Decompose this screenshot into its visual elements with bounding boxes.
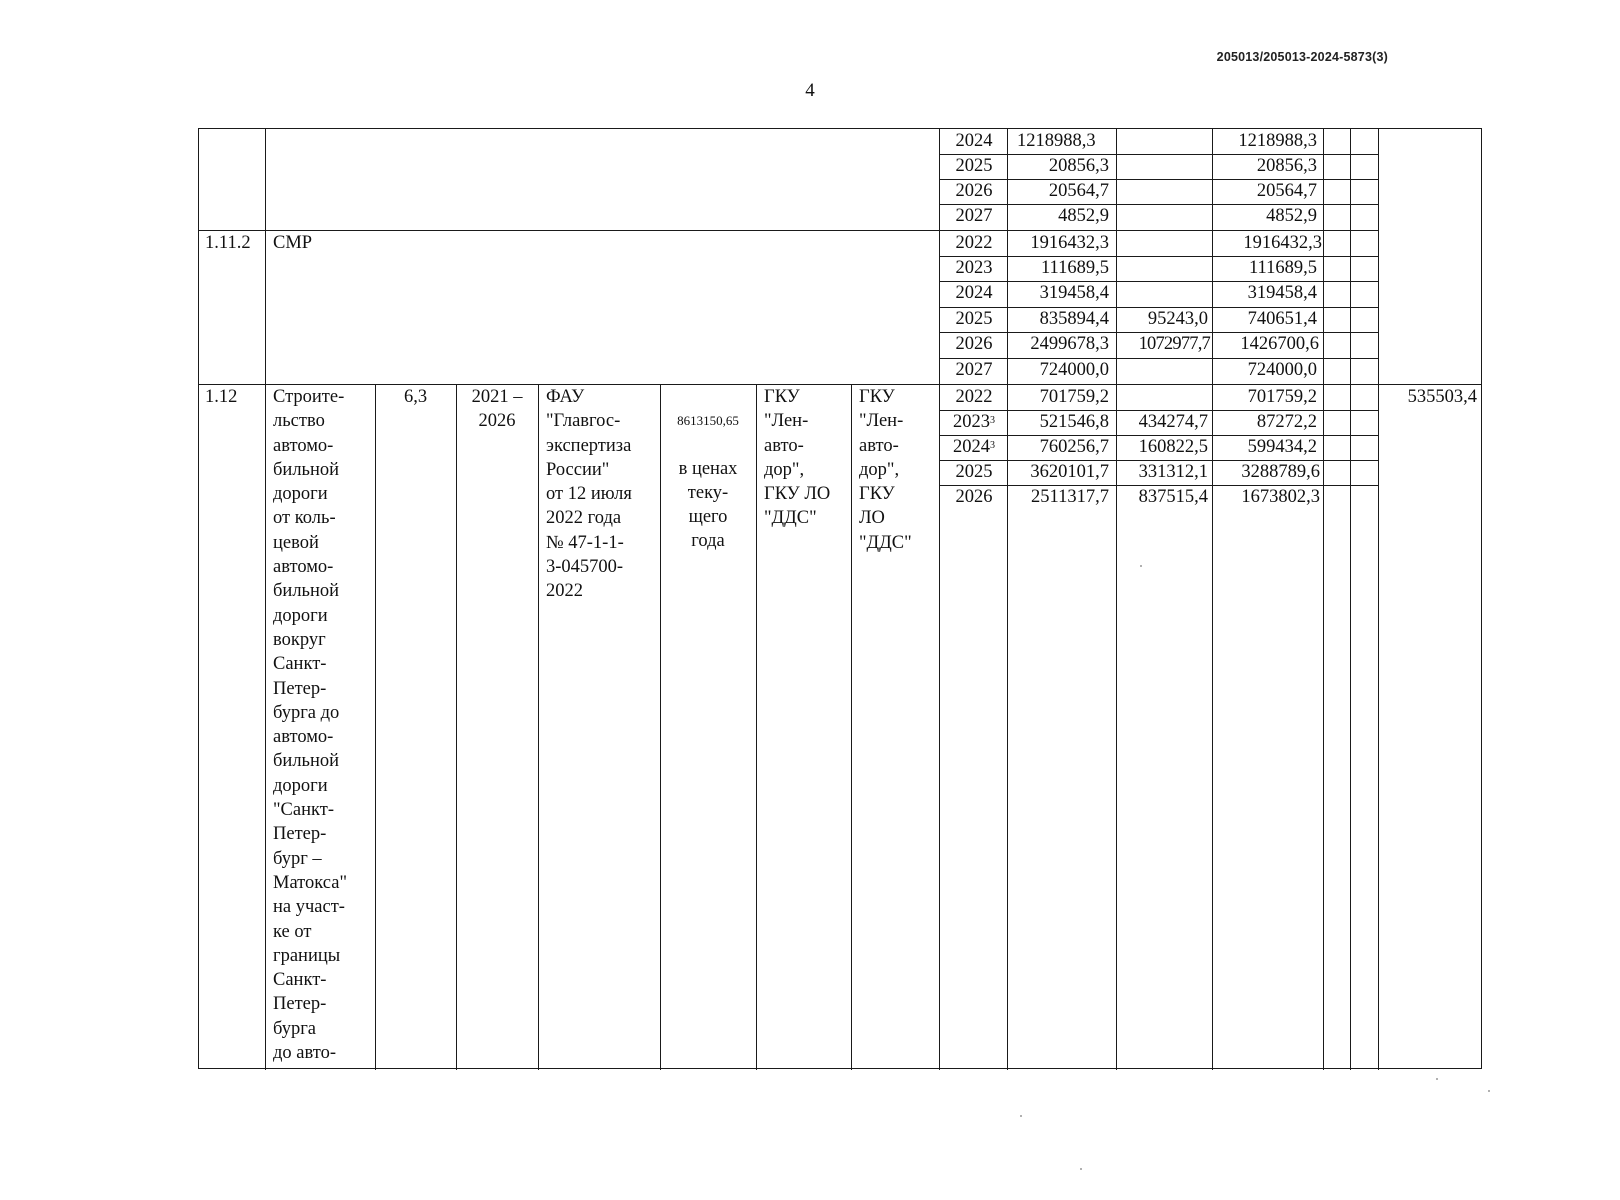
row-name: Строите- льство автомо- бильной дороги от коль- цевой автомо- бильной дороги вокруг Санкт- Петер- бурга до автомо- бильной дороги "Санкт- Петер- бург – Матокса" на участ- ке от границы Санкт- Петер- бурга до авто-: [273, 387, 347, 1064]
total-cell: 4852,9: [1058, 206, 1109, 226]
expertise-conclusion: ФАУ "Главгос- экспертиза России" от 12 июля 2022 года № 47-1-1- 3-045700- 2022: [546, 387, 632, 602]
total-cell: 1916432,3: [1030, 233, 1109, 253]
regional-cell: 4852,9: [1266, 206, 1317, 226]
year-cell: 2023: [955, 258, 993, 278]
regional-cell: 20564,7: [1256, 181, 1317, 201]
total-cell: 319458,4: [1039, 283, 1109, 303]
federal-cell: 837515,4: [1138, 487, 1208, 507]
federal-cell: 95243,0: [1147, 309, 1208, 329]
total-cell: 2511317,7: [1031, 487, 1109, 507]
year-cell: 2025: [955, 309, 993, 329]
scan-speck: [1020, 1115, 1022, 1117]
regional-cell: 724000,0: [1247, 360, 1317, 380]
year-cell: 2027: [955, 206, 993, 226]
page-number: 4: [805, 80, 815, 101]
regional-cell: 20856,3: [1256, 156, 1317, 176]
year-cell: 2027: [955, 360, 993, 380]
last-column-value: 535503,4: [1407, 387, 1477, 407]
year-cell: 2026: [955, 181, 993, 201]
regional-cell: 701759,2: [1247, 387, 1317, 407]
regional-cell: 319458,4: [1247, 283, 1317, 303]
total-cell: 724000,0: [1039, 360, 1109, 380]
year-cell: 2024: [955, 131, 993, 151]
year-cell: 2026: [955, 487, 993, 507]
row-number: 1.11.2: [205, 233, 251, 253]
total-cell: 835894,4: [1039, 309, 1109, 329]
total-cell: 760256,7: [1039, 437, 1109, 457]
total-cell: 111689,5: [1040, 258, 1109, 278]
cost-value: 8613150,65: [677, 413, 739, 428]
row-name: СМР: [273, 233, 313, 253]
total-cell: 1218988,3: [1017, 131, 1096, 151]
year-cell: 2022: [955, 387, 993, 407]
total-cell: 3620101,7: [1030, 462, 1109, 482]
regional-cell: 599434,2: [1247, 437, 1317, 457]
customer: ГКУ "Лен- авто- дор", ГКУ ЛО "ДДС": [764, 387, 831, 529]
scan-speck: [1488, 1090, 1490, 1092]
regional-cell: 1426700,6: [1240, 334, 1319, 354]
capacity: 6,3: [403, 387, 428, 407]
document-id: 205013/205013-2024-5873(3): [1216, 50, 1388, 64]
regional-cell: 1673802,3: [1241, 487, 1320, 507]
budget-table: [198, 128, 1482, 1069]
total-cell: 20564,7: [1048, 181, 1109, 201]
row-number: 1.12: [205, 387, 238, 407]
scan-speck: [1436, 1078, 1438, 1080]
regional-cell: 3288789,6: [1241, 462, 1320, 482]
regional-cell: 87272,2: [1256, 412, 1317, 432]
year-cell: 2025: [955, 462, 993, 482]
regional-cell: 740651,4: [1247, 309, 1317, 329]
year-cell: 2025: [955, 156, 993, 176]
regional-cell: 111689,5: [1248, 258, 1317, 278]
federal-cell: 1072977,7: [1138, 334, 1210, 354]
total-cell: 20856,3: [1048, 156, 1109, 176]
year-cell: 2022: [955, 233, 993, 253]
total-cell: 2499678,3: [1030, 334, 1109, 354]
federal-cell: 160822,5: [1138, 437, 1208, 457]
estimated-cost: [660, 385, 756, 577]
total-cell: 701759,2: [1039, 387, 1109, 407]
year-cell: 2026: [955, 334, 993, 354]
year-cell: 2024: [955, 283, 993, 303]
scan-speck: [1140, 565, 1142, 567]
year-cell: 2023$^3$: [953, 412, 995, 432]
scan-speck: [1080, 1168, 1082, 1170]
regional-cell: 1218988,3: [1238, 131, 1317, 151]
year-cell: 2024$^3$: [953, 437, 995, 457]
cost-note: в ценах теку- щего года: [678, 459, 738, 551]
developer: ГКУ "Лен- авто- дор", ГКУ ЛО "ДДС": [859, 387, 912, 553]
regional-cell: 1916432,3: [1243, 233, 1322, 253]
period: 2021 – 2026: [471, 387, 523, 432]
federal-cell: 331312,1: [1138, 462, 1208, 482]
federal-cell: 434274,7: [1138, 412, 1208, 432]
total-cell: 521546,8: [1039, 412, 1109, 432]
